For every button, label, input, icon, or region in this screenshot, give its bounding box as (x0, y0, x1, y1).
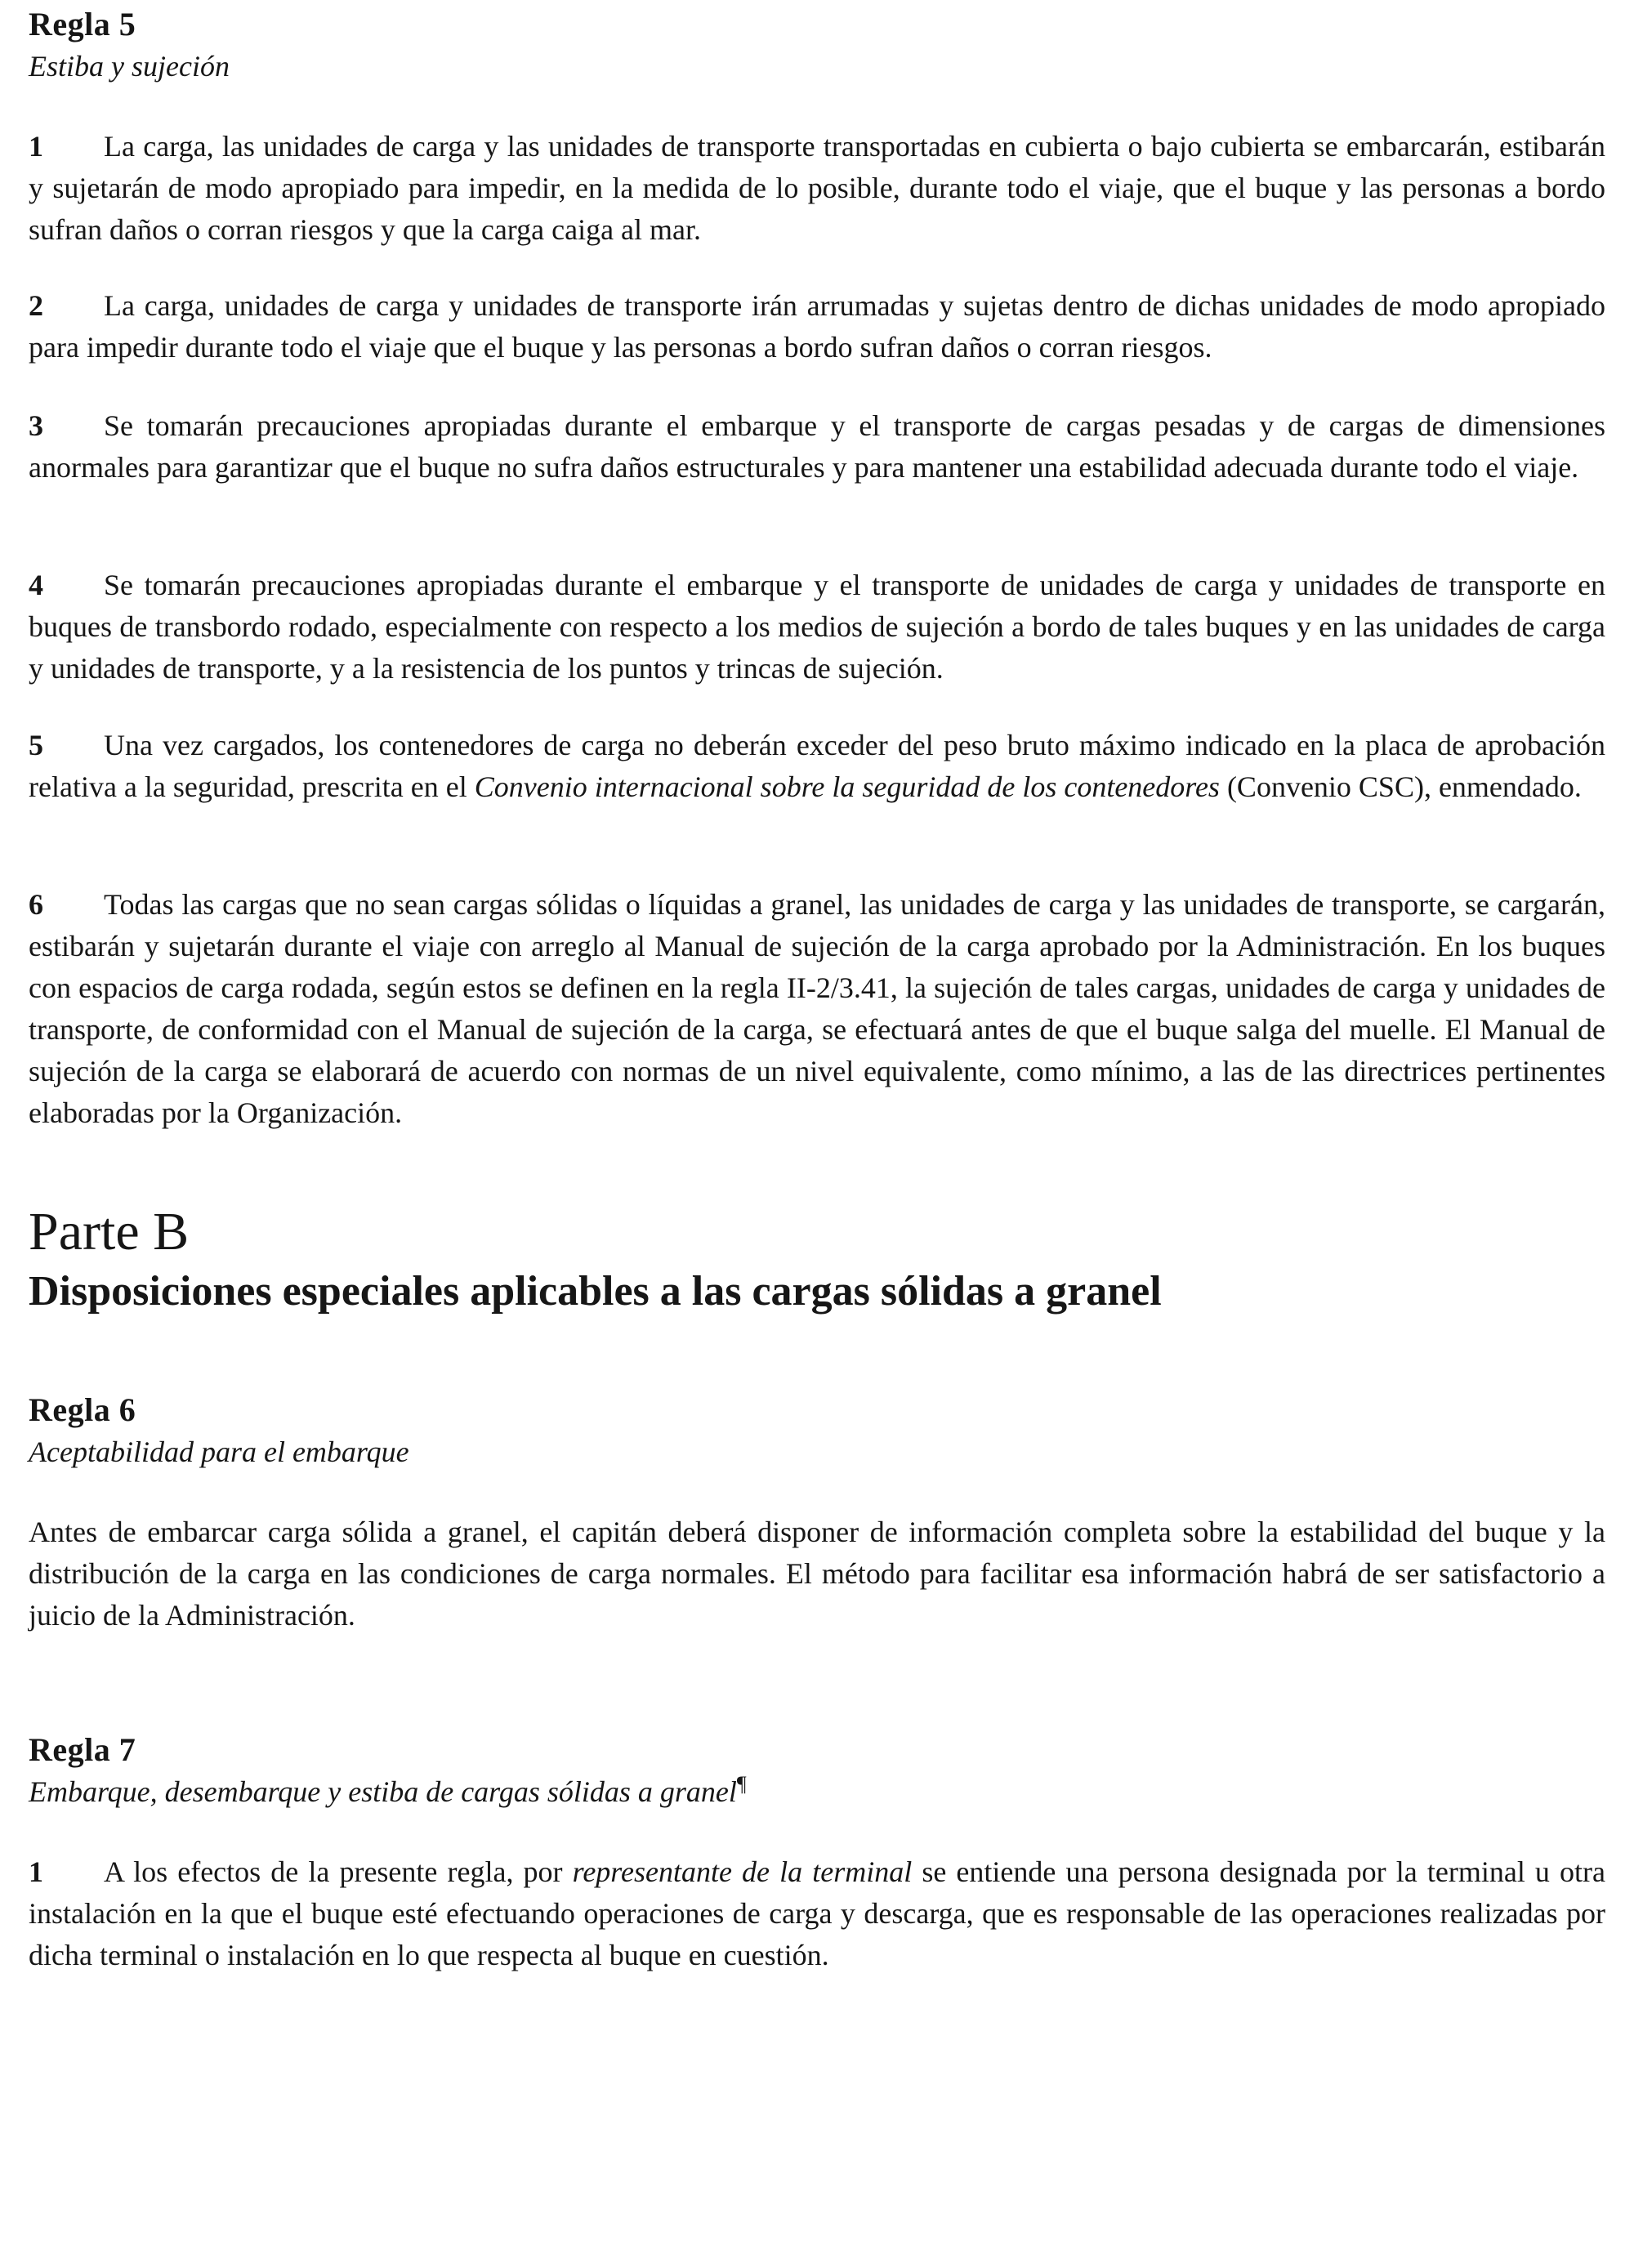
parte-b-heading (29, 1199, 1605, 1319)
paragraph-number: 4 (29, 569, 43, 601)
regla-5-title: Regla 5 (29, 6, 136, 42)
regla-7-paragraph-1 (29, 1851, 1605, 1976)
paragraph-text-end: se entiende una persona designada por la terminal u otra instalación en la que el buque esté efectuando operaciones de carga y descarga, que es responsable de las operaciones realizadas por dicha terminal o instalación en lo que respecta al buque en cuestión. (29, 1855, 1606, 1971)
paragraph-number: 1 (29, 1855, 43, 1888)
regla-5-paragraph-1 (29, 126, 1605, 251)
paragraph-text: Se tomarán precauciones apropiadas durante el embarque y el transporte de cargas pesadas y de cargas de dimensiones anormales para garantizar que el buque no sufra daños estructurales y para mantener una estabilidad adecuada durante todo el viaje. (29, 409, 1605, 484)
paragraph-number: 1 (29, 130, 43, 163)
regla-5-heading (29, 3, 1605, 87)
paragraph-text: La carga, unidades de carga y unidades de transporte irán arrumadas y sujetas dentro de dichas unidades de modo apropiado para impedir durante todo el viaje que el buque y las personas a bordo sufran daños o corran riesgos. (29, 289, 1605, 364)
regla-6-paragraph (29, 1511, 1605, 1636)
regla-7-subtitle: Embarque, desembarque y estiba de cargas sólidas a granel (29, 1775, 737, 1808)
convention-title: Convenio internacional sobre la seguridad de los contenedores (474, 770, 1220, 803)
regla-7-subtitle-line (29, 1771, 1605, 1812)
paragraph-text: Una vez cargados, los contenedores de carga no deberán exceder del peso bruto máximo indicado en la placa de aprobación relativa a la seguridad, prescrita en el (29, 729, 1605, 803)
regla-5-paragraph-6 (29, 884, 1605, 1134)
paragraph-text: La carga, las unidades de carga y las unidades de transporte transportadas en cubierta o bajo cubierta se embarcarán, estibarán y sujetarán de modo apropiado para impedir, en la medida de lo posible, durante todo el viaje, que el buque y las personas a bordo sufran daños o corran riesgos y que la carga caiga al mar. (29, 130, 1605, 246)
regla-7-title: Regla 7 (29, 1731, 136, 1768)
paragraph-text: Todas las cargas que no sean cargas sólidas o líquidas a granel, las unidades de carga y las unidades de transporte, se cargarán, estibarán y sujetarán durante el viaje con arreglo al Manual de sujeción de la carga aprobado por la Administración. En los buques con espacios de carga rodada, según estos se definen en la regla II-2/3.41, la sujeción de tales cargas, unidades de carga y unidades de transporte, de conformidad con el Manual de sujeción de la carga, se efectuará antes de que el buque salga del muelle. El Manual de sujeción de la carga se elaborará de acuerdo con normas de un nivel equivalente, como mínimo, a las de las directrices pertinentes elaboradas por la Organización. (29, 888, 1605, 1129)
regla-5-paragraph-2 (29, 285, 1605, 368)
regla-6-subtitle: Aceptabilidad para el embarque (29, 1435, 409, 1468)
regla-6-heading (29, 1389, 1605, 1472)
defined-term: representante de la terminal (572, 1855, 913, 1888)
part-subtitle: Disposiciones especiales aplicables a las cargas sólidas a granel (29, 1268, 1162, 1315)
regla-6-title: Regla 6 (29, 1391, 136, 1428)
paragraph-number: 6 (29, 888, 43, 921)
paragraph-number: 2 (29, 289, 43, 322)
regla-7-heading (29, 1729, 1605, 1812)
part-title: Parte B (29, 1202, 190, 1261)
paragraph-text: A los efectos de la presente regla, por (104, 1855, 573, 1888)
regla-5-paragraph-4 (29, 565, 1605, 690)
regla-5-paragraph-3 (29, 405, 1605, 489)
paragraph-number: 5 (29, 729, 43, 761)
paragraph-text: Se tomarán precauciones apropiadas durante el embarque y el transporte de unidades de carga y unidades de transporte en buques de transbordo rodado, especialmente con respecto a los medios de sujeción a bordo de tales buques y en las unidades de carga y unidades de transporte, y a la resistencia de los puntos y trincas de sujeción. (29, 569, 1605, 685)
regla-5-paragraph-5 (29, 725, 1605, 808)
paragraph-text-end: (Convenio CSC), enmendado. (1219, 770, 1582, 803)
paragraph-number: 3 (29, 409, 43, 442)
regla-5-subtitle: Estiba y sujeción (29, 50, 230, 83)
footnote-marker: ¶ (736, 1772, 747, 1796)
paragraph-text: Antes de embarcar carga sólida a granel, el capitán deberá disponer de información completa sobre la estabilidad del buque y la distribución de la carga en las condiciones de carga normales. El método para facilitar esa información habrá de ser satisfactorio a juicio de la Administración. (29, 1516, 1605, 1632)
